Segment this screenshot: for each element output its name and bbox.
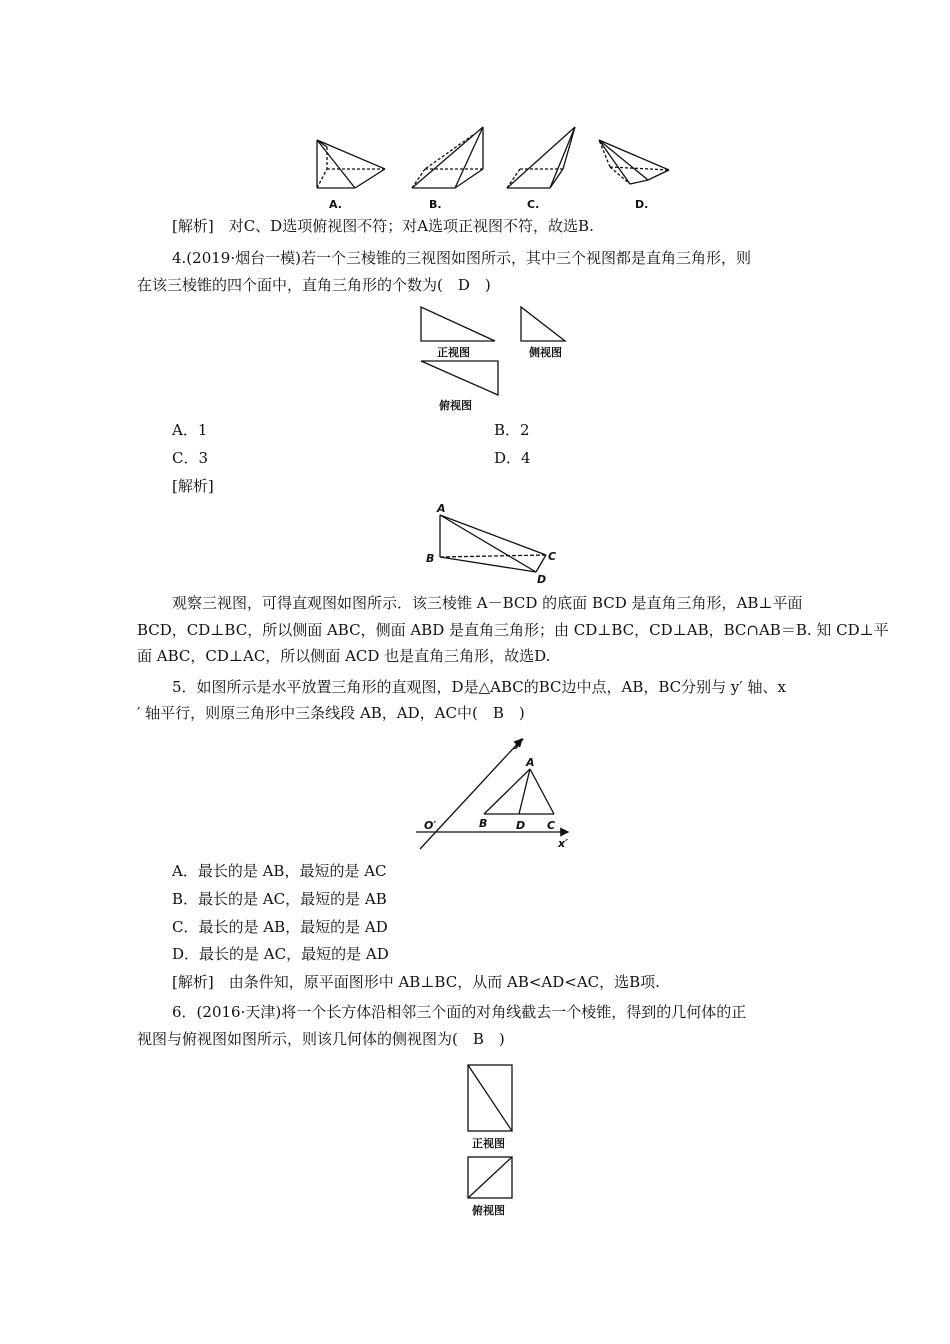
analysis-text-1: 观察三视图，可得直观图如图所示．该三棱锥 A－BCD 的底面 BCD 是直角三角形，AB⊥平面	[172, 594, 803, 612]
solid-label-a: A.	[329, 198, 342, 211]
q5-option-d: D．最长的是 AC，最短的是 AD	[172, 945, 389, 963]
question-6-line2: 视图与俯视图如图所示，则该几何体的侧视图为( B )	[137, 1030, 505, 1048]
options-solids-figure	[305, 122, 685, 214]
option-c: C．3	[172, 449, 209, 467]
point-a-label: A	[526, 756, 535, 769]
side-view-triangle	[521, 307, 565, 341]
question-5-line1: 5．如图所示是水平放置三角形的直观图，D是△ABC的BC边中点，AB，BC分别与 y′ 轴、x	[172, 678, 787, 696]
point-d-label: D	[516, 819, 526, 832]
question-4-line1: 4.(2019·烟台一模)若一个三棱锥的三视图如图所示，其中三个视图都是直角三角形，则	[172, 249, 751, 267]
top-view-label: 俯视图	[439, 399, 472, 412]
q6-views-figure	[460, 1060, 522, 1220]
x-axis-label: x′	[558, 837, 568, 850]
question-5-line2: ′ 轴平行，则原三角形中三条线段 AB，AD，AC中( B )	[137, 704, 525, 722]
solid-b	[412, 127, 483, 188]
point-c-label: C	[548, 550, 557, 563]
solid-label-c: C.	[527, 198, 540, 211]
side-view-label: 侧视图	[529, 346, 562, 359]
y-axis-label: y′	[514, 737, 525, 750]
point-c-label: C	[547, 819, 556, 832]
three-views-figure	[415, 303, 585, 413]
q5-analysis: [解析] 由条件知，原平面图形中 AB⊥BC，从而 AB<AD<AC，选B项.	[172, 973, 660, 991]
solid-c	[507, 127, 575, 188]
analysis-text-2: BCD，CD⊥BC，所以侧面 ABC，侧面 ABD 是直角三角形；由 CD⊥BC，CD⊥AB，BC∩AB＝B. 知 CD⊥平	[137, 621, 889, 639]
option-a: A．1	[172, 421, 208, 439]
question-6-line1: 6．(2016·天津)将一个长方体沿相邻三个面的对角线截去一个棱锥，得到的几何体的正	[172, 1003, 747, 1021]
q6-front-label: 正视图	[472, 1137, 505, 1150]
origin-label: O′	[424, 819, 437, 832]
q5-option-a: A．最长的是 AB，最短的是 AC	[172, 862, 387, 880]
q5-option-b: B．最长的是 AC，最短的是 AB	[172, 890, 387, 908]
solid-d	[599, 140, 669, 184]
oblique-triangle-figure	[412, 733, 577, 851]
front-view-triangle	[421, 307, 495, 341]
option-b: B．2	[494, 421, 530, 439]
option-d: D．4	[494, 449, 531, 467]
top-view-triangle	[421, 361, 498, 395]
point-b-label: B	[479, 817, 488, 830]
solid-label-b: B.	[429, 198, 442, 211]
point-b-label: B	[426, 552, 435, 565]
analysis-text: [解析] 对C、D选项俯视图不符；对A选项正视图不符，故选B.	[172, 217, 594, 235]
q6-top-label: 俯视图	[472, 1204, 505, 1217]
q5-option-c: C．最长的是 AB，最短的是 AD	[172, 918, 388, 936]
analysis-text-3: 面 ABC，CD⊥AC，所以侧面 ACD 也是直角三角形，故选D.	[137, 647, 551, 665]
solid-a	[317, 140, 385, 188]
analysis-label: [解析]	[172, 477, 214, 495]
solid-label-d: D.	[635, 198, 649, 211]
point-d-label: D	[537, 573, 547, 586]
front-view-label: 正视图	[437, 346, 470, 359]
question-4-line2: 在该三棱锥的四个面中，直角三角形的个数为( D )	[137, 276, 491, 294]
tetrahedron-figure	[420, 500, 570, 588]
point-a-label: A	[437, 502, 446, 515]
